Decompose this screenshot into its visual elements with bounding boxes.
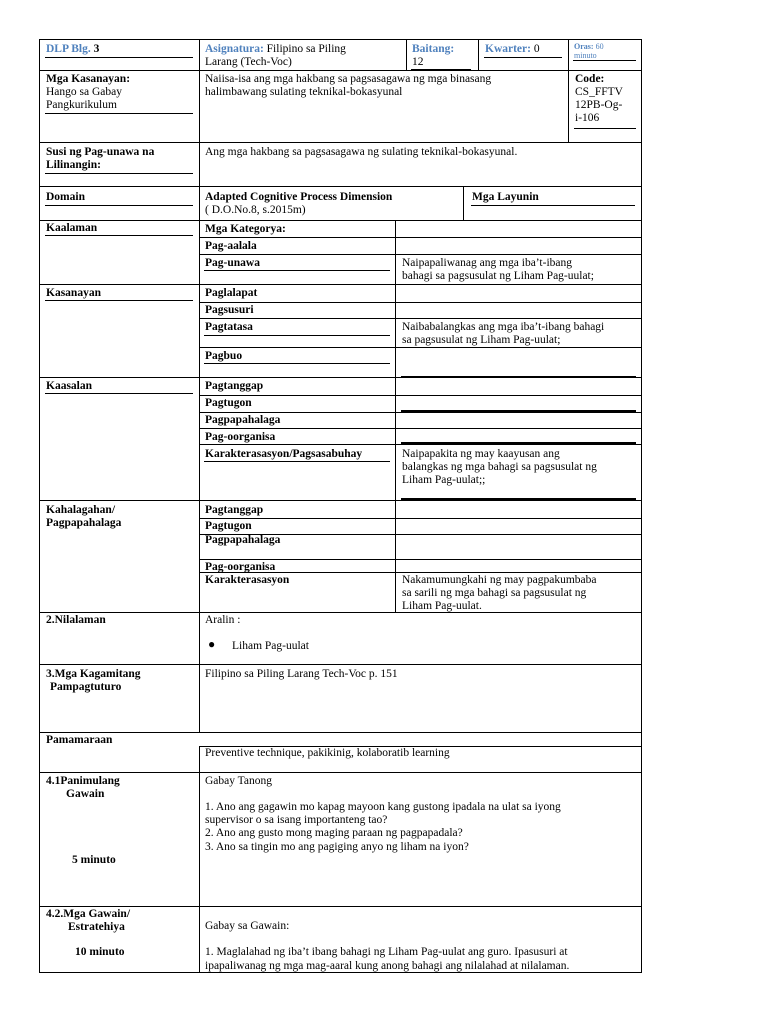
domain-label: Domain (46, 191, 85, 203)
asignatura-value: Larang (Tech-Voc) (205, 56, 292, 68)
oras: Oras: 60 (574, 42, 604, 51)
kahalagahan-objective-3: Liham Pag-uulat. (402, 600, 482, 612)
kagamitan-label-2: Pampagtuturo (50, 681, 122, 693)
kh-pagtanggap: Pagtanggap (205, 504, 264, 516)
kahalagahan-label-2: Pagpapahalaga (46, 517, 122, 529)
kasanayan-label-2: Hango sa Gabay (46, 86, 123, 98)
kh-pagpapahalaga: Pagpapahalaga (205, 534, 281, 546)
kasanayan-text-2: halimbawang sulating teknikal-bokasyunal (205, 86, 403, 98)
nilalaman-label: 2.Nilalaman (46, 614, 106, 626)
pagsusuri: Pagsusuri (205, 304, 254, 316)
aralin-label: Aralin : (205, 614, 241, 626)
gawain-text-2: ipapaliwanag ng mga mag-aaral kung anong bahagi ang nilalahad at nilalaman. (205, 960, 570, 972)
pagtugon: Pagtugon (205, 397, 252, 409)
kahalagahan-label: Kahalagahan/ (46, 504, 116, 516)
baitang-label: Baitang: (412, 43, 455, 55)
kategorya-label: Mga Kategorya: (205, 223, 286, 235)
kagamitan-text: Filipino sa Piling Larang Tech-Voc p. 151 (205, 668, 398, 680)
gawain-label-2: Estratehiya (68, 921, 125, 933)
susi-text: Ang mga hakbang sa pagsasagawa ng sulating teknikal-bokasyunal. (205, 146, 518, 158)
pagpapahalaga: Pagpapahalaga (205, 414, 281, 426)
code-2: 12PB-Og- (575, 99, 623, 111)
panimulang-label-2: Gawain (66, 788, 105, 800)
aralin-item: Liham Pag-uulat (232, 640, 309, 652)
baitang-value: 12 (412, 56, 424, 68)
layunin-label: Mga Layunin (472, 191, 539, 203)
panimulang-label: 4.1Panimulang (46, 775, 120, 787)
gawain-minuto: 10 minuto (75, 946, 125, 958)
kaasalan-objective-3: Liham Pag-uulat;; (402, 474, 486, 486)
kaasalan-objective: Naipapakita ng may kaayusan ang (402, 448, 560, 460)
kasanayan-domain-label: Kasanayan (46, 287, 101, 299)
code-label: Code: (575, 73, 605, 85)
gabay-tanong: Gabay Tanong (205, 775, 273, 787)
code-1: CS_FFTV (575, 86, 623, 98)
susi-label: Susi ng Pag-unawa na (46, 146, 155, 158)
kh-pagtugon: Pagtugon (205, 520, 252, 532)
gabay-gawain: Gabay sa Gawain: (205, 920, 290, 932)
pag-unawa: Pag-unawa (205, 257, 260, 269)
kasanayan-label-3: Pangkurikulum (46, 99, 117, 111)
acpd-label: Adapted Cognitive Process Dimension (205, 191, 393, 203)
kagamitan-label: 3.Mga Kagamitang (46, 668, 141, 680)
gawain-text: 1. Maglalahad ng iba’t ibang bahagi ng Liham Pag-uulat ang guro. Ipasusuri at (205, 946, 568, 958)
kaalaman-objective-2: bahagi sa pagsusulat ng Liham Pag-uulat; (402, 270, 594, 282)
pagtatasa: Pagtatasa (205, 321, 253, 333)
asignatura: Asignatura: Filipino sa Piling (205, 43, 346, 55)
pag-aalala: Pag-aalala (205, 240, 257, 252)
kaalaman-label: Kaalaman (46, 222, 98, 234)
pagbuo: Pagbuo (205, 350, 243, 362)
question-2: 2. Ano ang gusto mong maging paraan ng pagpapadala? (205, 827, 463, 839)
kahalagahan-objective-2: sa sarili ng mga bahagi sa pagsusulat ng (402, 587, 587, 599)
pamamaraan-text: Preventive technique, pakikinig, kolaboratib learning (205, 747, 450, 759)
pamamaraan-label: Pamamaraan (46, 734, 113, 746)
kwarter: Kwarter: 0 (485, 43, 540, 55)
acpd-ref: ( D.O.No.8, s.2015m) (205, 204, 306, 216)
kaasalan-objective-2: balangkas ng mga bahagi sa pagsusulat ng (402, 461, 597, 473)
oras-value: minuto (574, 51, 597, 60)
code-3: i-106 (575, 112, 600, 124)
panimulang-minuto: 5 minuto (72, 854, 116, 866)
gawain-label: 4.2.Mga Gawain/ (46, 908, 131, 920)
karakterasasyon: Karakterasasyon/Pagsasabuhay (205, 448, 363, 460)
question-1-cont: supervisor o sa isang importanteng tao? (205, 814, 388, 826)
kasanayan-objective-2: sa pagsusulat ng Liham Pag-uulat; (402, 334, 561, 346)
susi-label-2: Lilinangin: (46, 159, 101, 171)
kaasalan-label: Kaasalan (46, 380, 93, 392)
kh-pag-oorganisa: Pag-oorganisa (205, 561, 276, 573)
question-1: 1. Ano ang gagawin mo kapag mayoon kang gustong ipadala na ulat sa iyong (205, 801, 561, 813)
kahalagahan-objective: Nakamumungkahi ng may pagpakumbaba (402, 574, 597, 586)
kasanayan-label: Mga Kasanayan: (46, 73, 131, 85)
kasanayan-objective: Naibabalangkas ang mga iba’t-ibang bahagi (402, 321, 605, 333)
dlp-label: DLP Blg. 3 (46, 43, 100, 55)
kaalaman-objective: Naipapaliwanag ang mga iba’t-ibang (402, 257, 572, 269)
kasanayan-text: Naiisa-isa ang mga hakbang sa pagsasagawa ng mga binasang (205, 73, 492, 85)
kh-karakterasasyon: Karakterasasyon (205, 574, 290, 586)
pag-oorganisa: Pag-oorganisa (205, 431, 276, 443)
pagtanggap: Pagtanggap (205, 380, 264, 392)
bullet-icon: ● (208, 637, 216, 651)
paglalapat: Paglalapat (205, 287, 258, 299)
question-3: 3. Ano sa tingin mo ang pagiging anyo ng liham na iyon? (205, 841, 469, 853)
